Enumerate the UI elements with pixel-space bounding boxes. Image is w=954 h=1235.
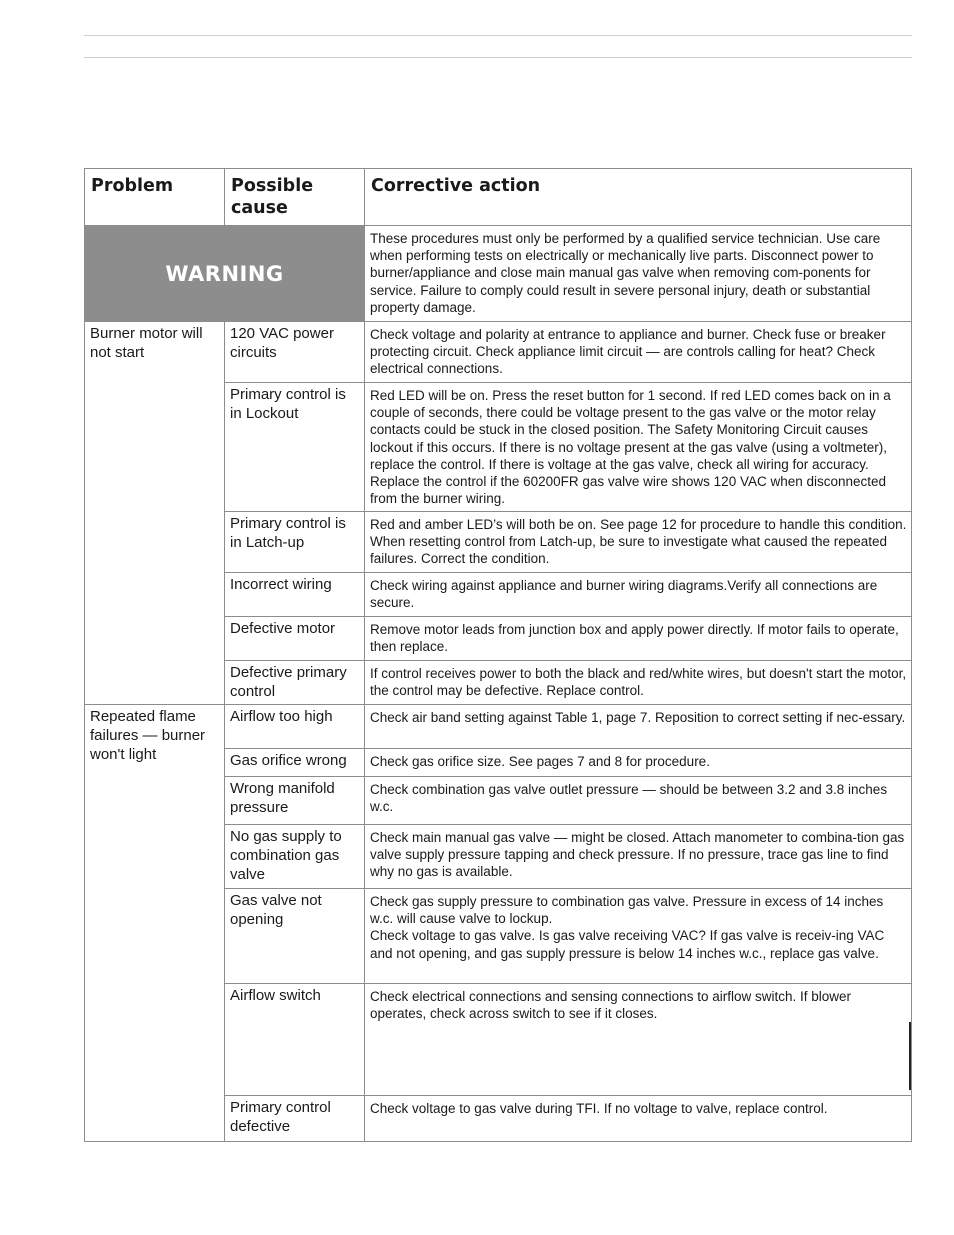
table-header-row [85,169,912,226]
warning-row [85,226,912,322]
action-cell: Check combination gas valve outlet pressure — should be between 3.2 and 3.8 inches w.c. [365,777,912,825]
cause-cell: Gas orifice wrong [225,749,365,777]
action-cell: Remove motor leads from junction box and apply power directly. If motor fails to operate, then replace. [365,617,912,661]
margin-change-bar [909,1022,911,1090]
action-cell: Red LED will be on. Press the reset button for 1 second. If red LED comes back on in a couple of seconds, there could be voltage present to the gas valve or the motor relay contacts could be stuck in the closed position. The Safety Monitoring Circuit causes lockout if this occurs. If there is no voltage present at the gas valve (using a voltmeter), replace the control. If there is voltage at the gas valve, check all wiring for accuracy. Replace the control if the 60200FR gas valve wire shows 120 VAC when disconnected from the burner wiring. [365,383,912,512]
action-cell: Check gas supply pressure to combination gas valve. Pressure in excess of 14 inches w.c. will cause valve to lockup. Check voltage to gas valve. Is gas valve receiving VAC? If gas valve is receiv-ing VAC and not opening, and gas supply pressure is below 14 inches w.c., replace gas valve. [365,889,912,984]
cause-cell: Defective primary control [225,661,365,705]
action-cell: Check gas orifice size. See pages 7 and 8 for procedure. [365,749,912,777]
problem-flame-failures: Repeated flame failures — burner won't light [85,705,225,1142]
action-cell: Check voltage and polarity at entrance to appliance and burner. Check fuse or breaker protecting circuit. Check appliance limit circuit — are controls calling for heat? Check electrical connections. [365,322,912,383]
cause-cell: Primary control is in Lockout [225,383,365,512]
header-cause: Possible cause [225,169,365,226]
action-cell: Check air band setting against Table 1, page 7. Reposition to correct setting if nec-essary. [365,705,912,749]
action-cell: If control receives power to both the black and red/white wires, but doesn't start the motor, the control may be defective. Replace control. [365,661,912,705]
cause-cell: Wrong manifold pressure [225,777,365,825]
cause-cell: Defective motor [225,617,365,661]
action-cell: Check voltage to gas valve during TFI. If no voltage to valve, replace control. [365,1096,912,1142]
header-action: Corrective action [365,169,912,226]
action-cell: Check main manual gas valve — might be closed. Attach manometer to combina-tion gas valve supply pressure tapping and check pressure. If no pressure, trace gas line to find why no gas is available. [365,825,912,889]
action-cell: Check wiring against appliance and burner wiring diagrams.Verify all connections are secure. [365,573,912,617]
cause-cell: Primary control is in Latch-up [225,512,365,573]
cause-cell: 120 VAC power circuits [225,322,365,383]
cause-cell: Incorrect wiring [225,573,365,617]
cause-cell: Airflow too high [225,705,365,749]
action-cell: Red and amber LED’s will both be on. See page 12 for procedure to handle this condition. When resetting control from Latch-up, be sure to investigate what caused the repeated failures. Correct the condition. [365,512,912,573]
header-rule-top [84,35,912,36]
troubleshooting-table [84,168,912,1142]
warning-text: These procedures must only be performed by a qualified service technician. Use care when performing tests on electrically or mechanically live parts. Disconnect power to burner/appliance and close main manual gas valve when removing com-ponents for service. Failure to comply could result in severe personal injury, death or substantial property damage. [365,226,912,322]
cause-cell: Airflow switch [225,984,365,1096]
table-row [85,705,912,749]
problem-motor-not-start: Burner motor will not start [85,322,225,705]
warning-banner [85,226,365,322]
header-problem: Problem [85,169,225,226]
cause-cell: No gas supply to combination gas valve [225,825,365,889]
table-row [85,322,912,383]
action-cell: Check electrical connections and sensing connections to airflow switch. If blower operates, check across switch to see if it closes. [365,984,912,1096]
cause-cell: Gas valve not opening [225,889,365,984]
cause-cell: Primary control defective [225,1096,365,1142]
header-rule-bottom [84,57,912,58]
warning-label: WARNING [165,261,284,286]
